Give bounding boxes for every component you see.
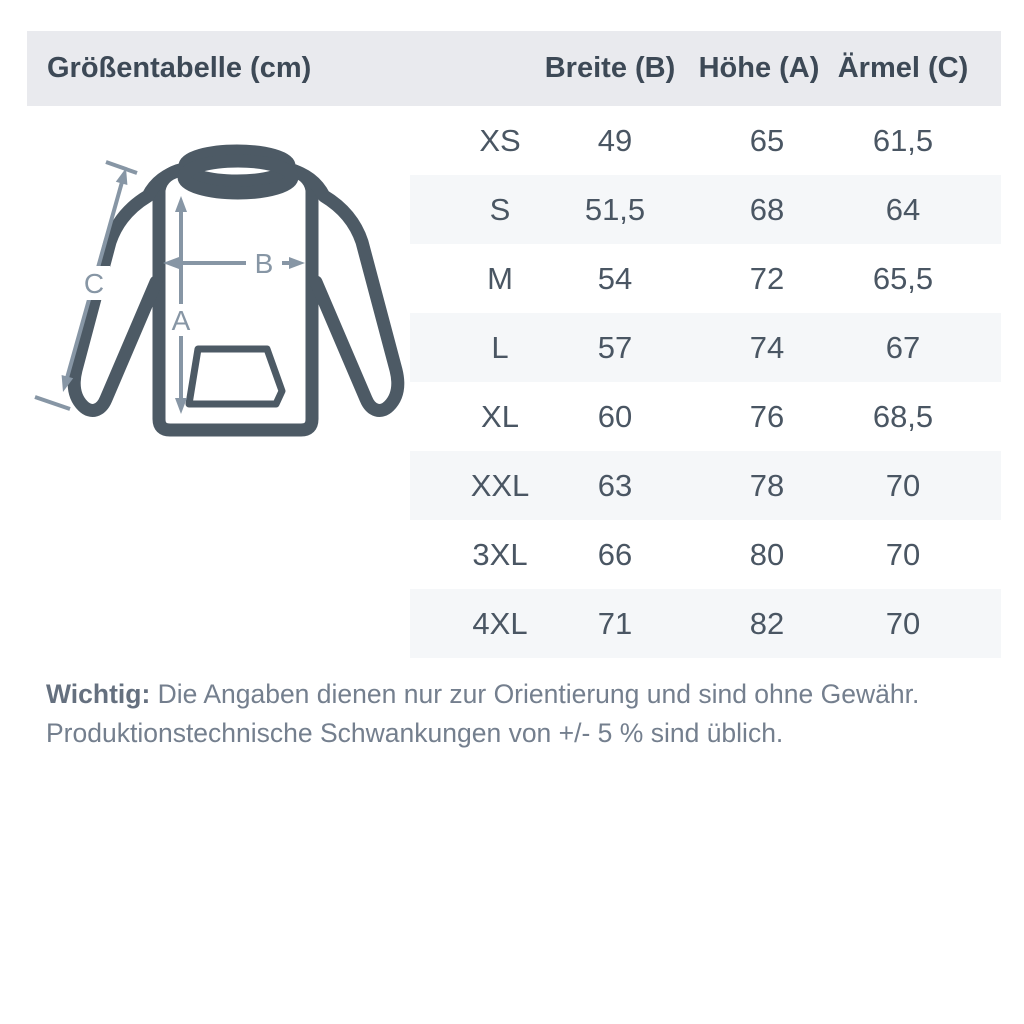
breite-cell: 57 <box>597 329 633 365</box>
hoehe-cell: 65 <box>749 122 785 158</box>
disclaimer-line-2: Produktionstechnische Schwankungen von +/- 5 % sind üblich. <box>46 718 784 748</box>
aermel-cell: 70 <box>885 467 921 503</box>
size-cell: XL <box>481 398 519 434</box>
size-cell: S <box>489 191 511 227</box>
column-header-breite: Breite (B) <box>544 52 676 84</box>
dimension-label-c: C <box>83 268 105 299</box>
disclaimer-line-1: Wichtig: Die Angaben dienen nur zur Orientierung und sind ohne Gewähr. <box>46 679 920 709</box>
hoehe-cell: 72 <box>749 260 785 296</box>
page-title: Größentabelle (cm) <box>47 52 312 84</box>
aermel-cell: 68,5 <box>872 398 934 434</box>
hoodie-pocket <box>189 349 282 404</box>
arrow-down-icon <box>175 398 187 414</box>
sleeve-dimension-cap-bottom <box>35 397 70 409</box>
aermel-cell: 70 <box>885 536 921 572</box>
size-cell: XS <box>479 122 521 158</box>
aermel-cell: 61,5 <box>872 122 934 158</box>
arrow-right-icon <box>289 257 305 269</box>
size-table-row <box>410 589 1001 658</box>
size-table-row <box>410 520 1001 589</box>
size-table-row <box>410 106 1001 175</box>
size-table-row <box>410 382 1001 451</box>
breite-cell: 71 <box>597 605 633 641</box>
size-cell: 3XL <box>472 536 528 572</box>
dimension-label-a: A <box>171 305 191 336</box>
hoehe-cell: 68 <box>749 191 785 227</box>
size-table-row <box>410 313 1001 382</box>
size-chart-header <box>27 31 1001 106</box>
column-header-hoehe: Höhe (A) <box>698 52 820 84</box>
size-cell: M <box>487 260 513 296</box>
aermel-cell: 70 <box>885 605 921 641</box>
size-table-row <box>410 451 1001 520</box>
aermel-cell: 65,5 <box>872 260 934 296</box>
size-cell: 4XL <box>472 605 528 641</box>
breite-cell: 63 <box>597 467 633 503</box>
breite-cell: 51,5 <box>584 191 646 227</box>
hoehe-cell: 76 <box>749 398 785 434</box>
aermel-cell: 67 <box>885 329 921 365</box>
size-cell: L <box>491 329 509 365</box>
size-table <box>410 106 1001 658</box>
breite-cell: 49 <box>597 122 633 158</box>
breite-cell: 66 <box>597 536 633 572</box>
breite-cell: 54 <box>597 260 633 296</box>
size-table-row <box>410 244 1001 313</box>
hoehe-cell: 80 <box>749 536 785 572</box>
hoehe-cell: 74 <box>749 329 785 365</box>
sleeve-dimension-cap-top <box>106 162 137 173</box>
aermel-cell: 64 <box>885 191 921 227</box>
hoodie-measurement-diagram <box>30 120 430 460</box>
disclaimer-bold-label: Wichtig: <box>46 679 151 709</box>
hoehe-cell: 82 <box>749 605 785 641</box>
column-header-aermel: Ärmel (C) <box>837 52 969 84</box>
arrow-upleft-icon <box>116 168 128 185</box>
size-cell: XXL <box>470 467 530 503</box>
hoehe-cell: 78 <box>749 467 785 503</box>
breite-cell: 60 <box>597 398 633 434</box>
disclaimer-note <box>46 675 919 753</box>
arrow-up-icon <box>175 196 187 212</box>
hoodie-right-sleeve <box>288 169 398 410</box>
size-table-row <box>410 175 1001 244</box>
dimension-label-b: B <box>254 248 274 279</box>
